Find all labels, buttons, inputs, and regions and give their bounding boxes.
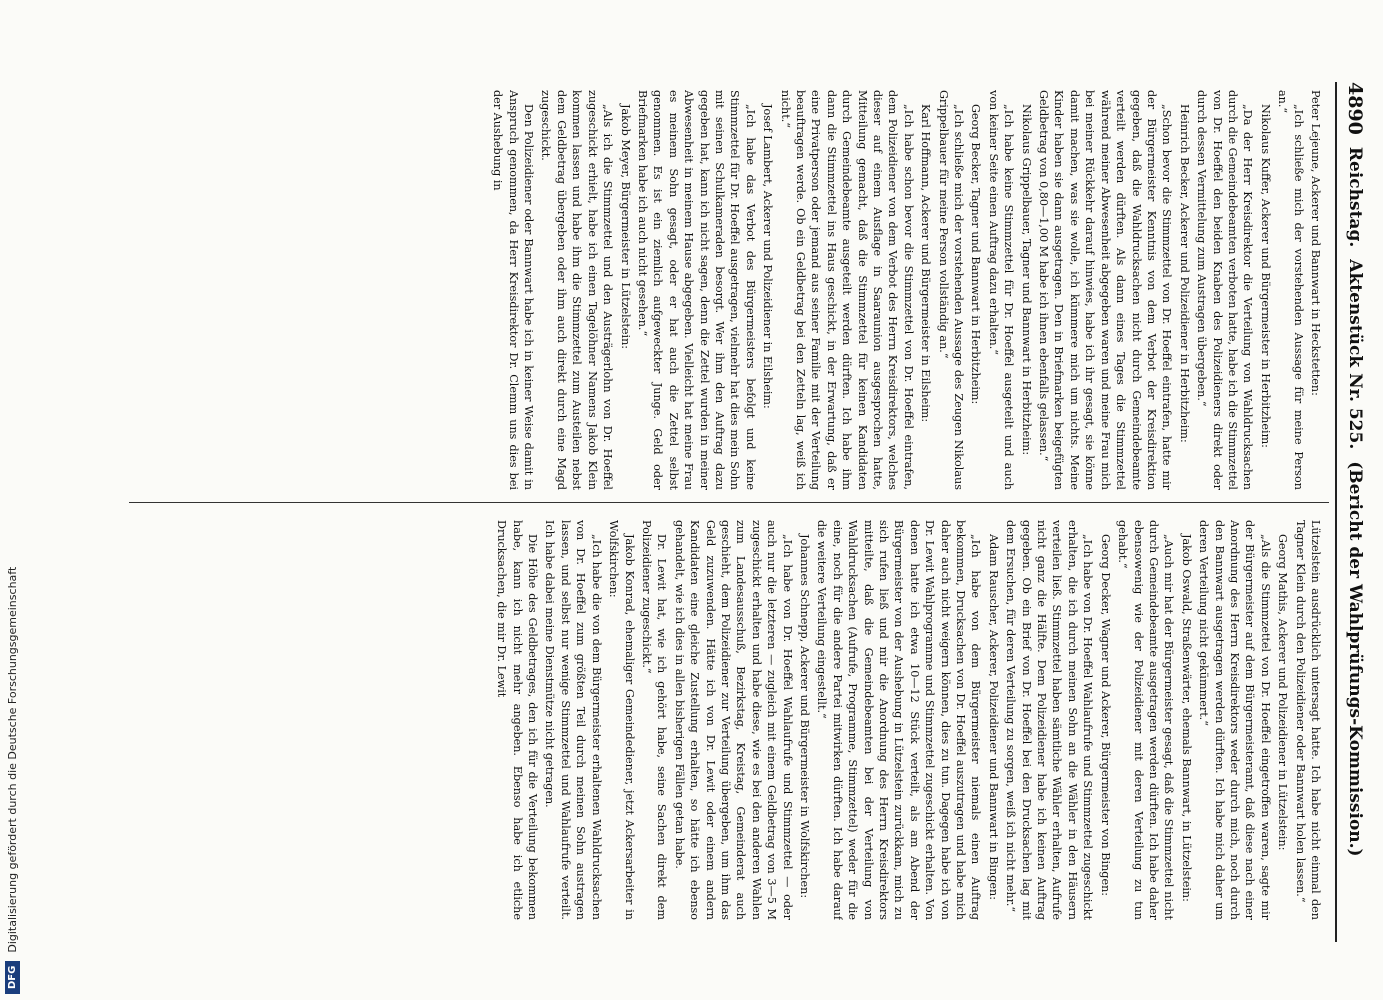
paragraph: „Ich schließe mich der vorstehenden Aussage für meine Person an.“ (1276, 90, 1305, 490)
paragraph: „Ich habe schon bevor die Stimmzettel von Dr. Hoeffel eintrafen, dem Polizeidiener von dem Verbot des Herrn Kreisdirektors, welches dieser auf einem Ausflage in Saaraunion ausgesprochen hatte, Mitteilung gemacht, daß die Stimmzettel für keinen Kandidaten durch Gemeindebeamte ausgeteilt werden dürften. Ich habe ihm dann die Stimmzettel ins Haus geschickt, in der Erwartung, daß er eine Privatperson oder jemand aus seiner Familie mit der Verteilung beauftragen werde. Ob ein Geldbetrag bei den Zetteln lag, weiß ich nicht.“ (778, 90, 915, 490)
paragraph: Karl Hoffmann, Ackerer und Bürgermeister in Eilsheim: (919, 104, 933, 423)
document-title: Aktenstück Nr. 525. (1345, 259, 1365, 450)
paragraph: Georg Decker, Wagner und Ackerer, Bürgermeister von Bingen: (1098, 534, 1112, 897)
page-number: 4890 (1344, 82, 1366, 135)
right-column (123, 520, 1323, 920)
paragraph: Georg Mathis, Ackerer und Polizeidiener in Lützelstein: (1276, 534, 1290, 851)
paragraph: „Als ich die Stimmzettel und den Austrägerlohn von Dr. Hoeffel zugeschickt erhielt, habe ich einen Tagelöhner Namens Jakob Klein kommen lassen und habe ihm die Stimmzettel zum Austeilen nebst dem Geldbetrag übergeben oder ihm auch direkt durch eine Magd zugeschickt. (539, 90, 615, 490)
paragraph: „Ich schließe mich der vorstehenden Aussage des Zeugen Nikolaus Grippelbauer für meine Person vollständig an.“ (936, 90, 966, 490)
paragraph: Georg Becker, Tagner und Bannwart in Herbitzheim: (969, 104, 983, 405)
paragraph: „Ich habe keine Stimmzettel für Dr. Hoeffel ausgeteilt und auch von keiner Seite einen Auftrag dazu erhalten.“ (986, 90, 1016, 490)
paragraph: „Ich habe von Dr. Hoeffel Wahlaufrufe und Stimmzettel zugeschickt erhalten, die ich durch meinen Sohn an die Wähler in den Häusern verteilen ließ. Stimmzettel haben sämtliche Wähler erhalten, Aufrufe nicht ganz die Hälfte. Dem Polizeidiener habe ich keinen Auftrag gegeben. Ob ein Brief von Dr. Hoeffel bei den Drucksachen lag mit dem Ersuchen, für deren Verteilung zu sorgen, weiß ich nicht mehr.“ (1004, 520, 1095, 920)
paragraph: „Schon bevor die Stimmzettel von Dr. Hoeffel eintrafen, hatte mir der Bürgermeister Kenntnis von dem Verbot der Kreisdirektion gegeben, daß die Wahldrucksachen nicht durch Gemeindebeamte verteilt werden dürften. Als dann eines Tages die Stimmzettel während meiner Abwesenheit abgegeben waren und meine Frau mich bei meiner Rückkehr darauf hinwies, habe ich ihr gesagt, sie könne damit machen, was sie wolle, ich kümmere mich um nichts. Meine Kinder haben sie dann ausgetragen. Den in Briefmarken beigefügten Geldbetrag von 0,80—1,00 M habe ich ihnen ebenfalls gelassen.“ (1037, 90, 1174, 490)
publication-title: Reichstag. (1345, 146, 1365, 248)
paragraph: Den Polizeidiener oder Bannwart habe ich in keiner Weise damit in Anspruch genommen, da Herr Kreisdirektor Dr. Clemm uns dies bei der Aushebung in (491, 90, 536, 490)
section-title: (Bericht der Wahlprüfungs-Kommission.) (1345, 461, 1365, 857)
paragraph: „Ich habe die von dem Bürgermeister erhaltenen Wahldrucksachen von Dr. Hoeffel zum größten Teil durch meinen Sohn austragen lassen, und selbst nur wenige Stimmzettel und Wahlaufrufe verteilt. Ich habe dabei meine Dienstmütze nicht getragen. (543, 520, 603, 920)
paragraph: Nikolaus Kuffer, Ackerer und Bürgermeister in Herbitzheim: (1258, 104, 1272, 448)
paragraph: „Auch mir hat der Bürgermeister gesagt, daß die Stimmzettel nicht durch Gemeindebeamte ausgetragen werden dürften. Ich habe daher ebensowenig wie der Polizeidiener mit deren Verteilung zu tun gehabt.“ (1116, 520, 1176, 920)
paragraph: Jakob Konrad, ehemaliger Gemeindediener, jetzt Ackersarbeiter in Wolfskirchen: (607, 520, 636, 920)
paragraph: Jakob Meyer, Bürgermeister in Lützelstein: (618, 104, 632, 350)
paragraph: „Ich habe das Verbot des Bürgermeisters befolgt und keine Stimmzettel für Dr. Hoeffel ausgetragen, vielmehr hat dies mein Sohn mit seinen Schulkameraden besorgt. Wer ihm den Auftrag dazu gegeben hat, kann ich nicht sagen, denn die Zettel wurden in meiner Abwesenheit in meinem Hause abgegeben. Vielleicht hat meine Frau es meinem Sohn gesagt, oder er hat auch die Zettel selbst genommen. Es ist ein ziemlich aufgeweckter Junge. Geld oder Briefmarken habe ich auch nicht gesehen.“ (635, 90, 757, 490)
column-divider (129, 502, 1329, 503)
left-column (123, 90, 1323, 490)
paragraph: Lützelstein ausdrücklich untersagt hatte. Ich habe nicht einmal den Tagner Klein durch den Polizeidiener oder Bannwart holen lassen.“ (1293, 520, 1322, 920)
paragraph: Heinrich Becker, Ackerer und Polizeidiener in Herbitzheim: (1177, 104, 1191, 443)
paragraph: Jakob Oswald, Straßenwärter, ehemals Bannwart, in Lützelstein: (1179, 534, 1193, 902)
paragraph: „Als die Stimmzettel von Dr. Hoeffel eingetroffen waren, sagte mir der Bürgermeister auf dem Bürgermeisteramt, daß diese nach einer Anordnung des Herrn Kreisdirektors weder durch mich, noch durch den Bannwart ausgetragen werden dürften. Ich habe mich daher um deren Verteilung nicht gekümmert.“ (1197, 520, 1272, 920)
dfg-logo: DFG (5, 961, 20, 994)
paragraph: „Ich habe von Dr. Hoeffel Wahlaufrufe und Stimmzettel — oder auch nur die letzteren — zugleich mit einem Geldbetrag von 3—5 M zugeschickt erhalten und habe diese, wie es bei den anderen Wahlen zum Landesausschuß, Bezirkstag, Kreistag, Gemeinderat auch geschieht, dem Polizeidiener zur Verteilung übergeben, um ihm das Geld zuzuwenden. Hätte ich von Dr. Lewit oder einem andern Kandidaten eine gleiche Zustellung erhalten, so hätte ich ebenso gehandelt, wie ich dies in allen bisherigen Fällen getan habe. (672, 520, 794, 920)
paragraph: Adam Rauscher, Ackerer, Polizeidiener und Bannwart in Bingen: (986, 534, 1000, 900)
page-header (1335, 82, 1375, 942)
paragraph: Die Höhe des Geldbetrages, den ich für die Verteilung bekommen habe, kann ich nicht mehr angeben. Ebenso habe ich etliche Drucksachen, die mir Dr. Lewit (495, 520, 540, 920)
paragraph: Peter Lejeune, Ackerer und Bannwart in Heckstetten: (1309, 90, 1322, 396)
paragraph: „Ich habe von dem Bürgermeister niemals einen Auftrag bekommen, Drucksachen von Dr. Hoeffel auszutragen und habe mich daher auch nicht weigern können, dies zu tun. Dagegen habe ich von Dr. Lewit Wahlprogramme und Stimmzettel zugeschickt erhalten. Von denen hatte ich etwa 10—12 Stück verteilt, als am Abend der Bürgermeister von der Aushebung in Lützelstein zurückkam, mich zu sich rufen ließ und mir die Anordnung des Herrn Kreisdirektors mitteilte, daß die Gemeindebeamten bei der Verteilung von Wahldrucksachen (Aufrufe, Programme, Stimmzettel) weder für die eine, noch für die andere Partei mitwirken dürften. Ich habe darauf die weitere Verteilung eingestellt.“ (815, 520, 983, 920)
paragraph: „Da der Herr Kreisdirektor die Verteilung von Wahldrucksachen durch die Gemeindebeamten verboten hatte, habe ich die Stimmzettel von Dr. Hoeffel den beiden Knaben des Polizeidieners direkt oder durch dessen Vermittelung zum Austragen übergeben.“ (1195, 90, 1255, 490)
footer-text: Digitalisierung gefördert durch die Deutsche Forschungsgemeinschaft (5, 566, 19, 953)
paragraph: Johannes Schnepp, Ackerer und Bürgermeister in Wolfskirchen: (798, 534, 811, 899)
digitization-footer (0, 0, 24, 1000)
paragraph: Josef Lambert, Ackerer und Polizeidiener in Eilsheim: (761, 104, 775, 409)
header-rule (1335, 82, 1337, 942)
paragraph: Dr. Lewit hat, wie ich gehört habe, seine Sachen direkt dem Polizeidiener zugeschickt.“ (639, 520, 669, 920)
paragraph: Nikolaus Grippelbauer, Tagner und Bannwart in Herbitzheim: (1019, 104, 1033, 456)
